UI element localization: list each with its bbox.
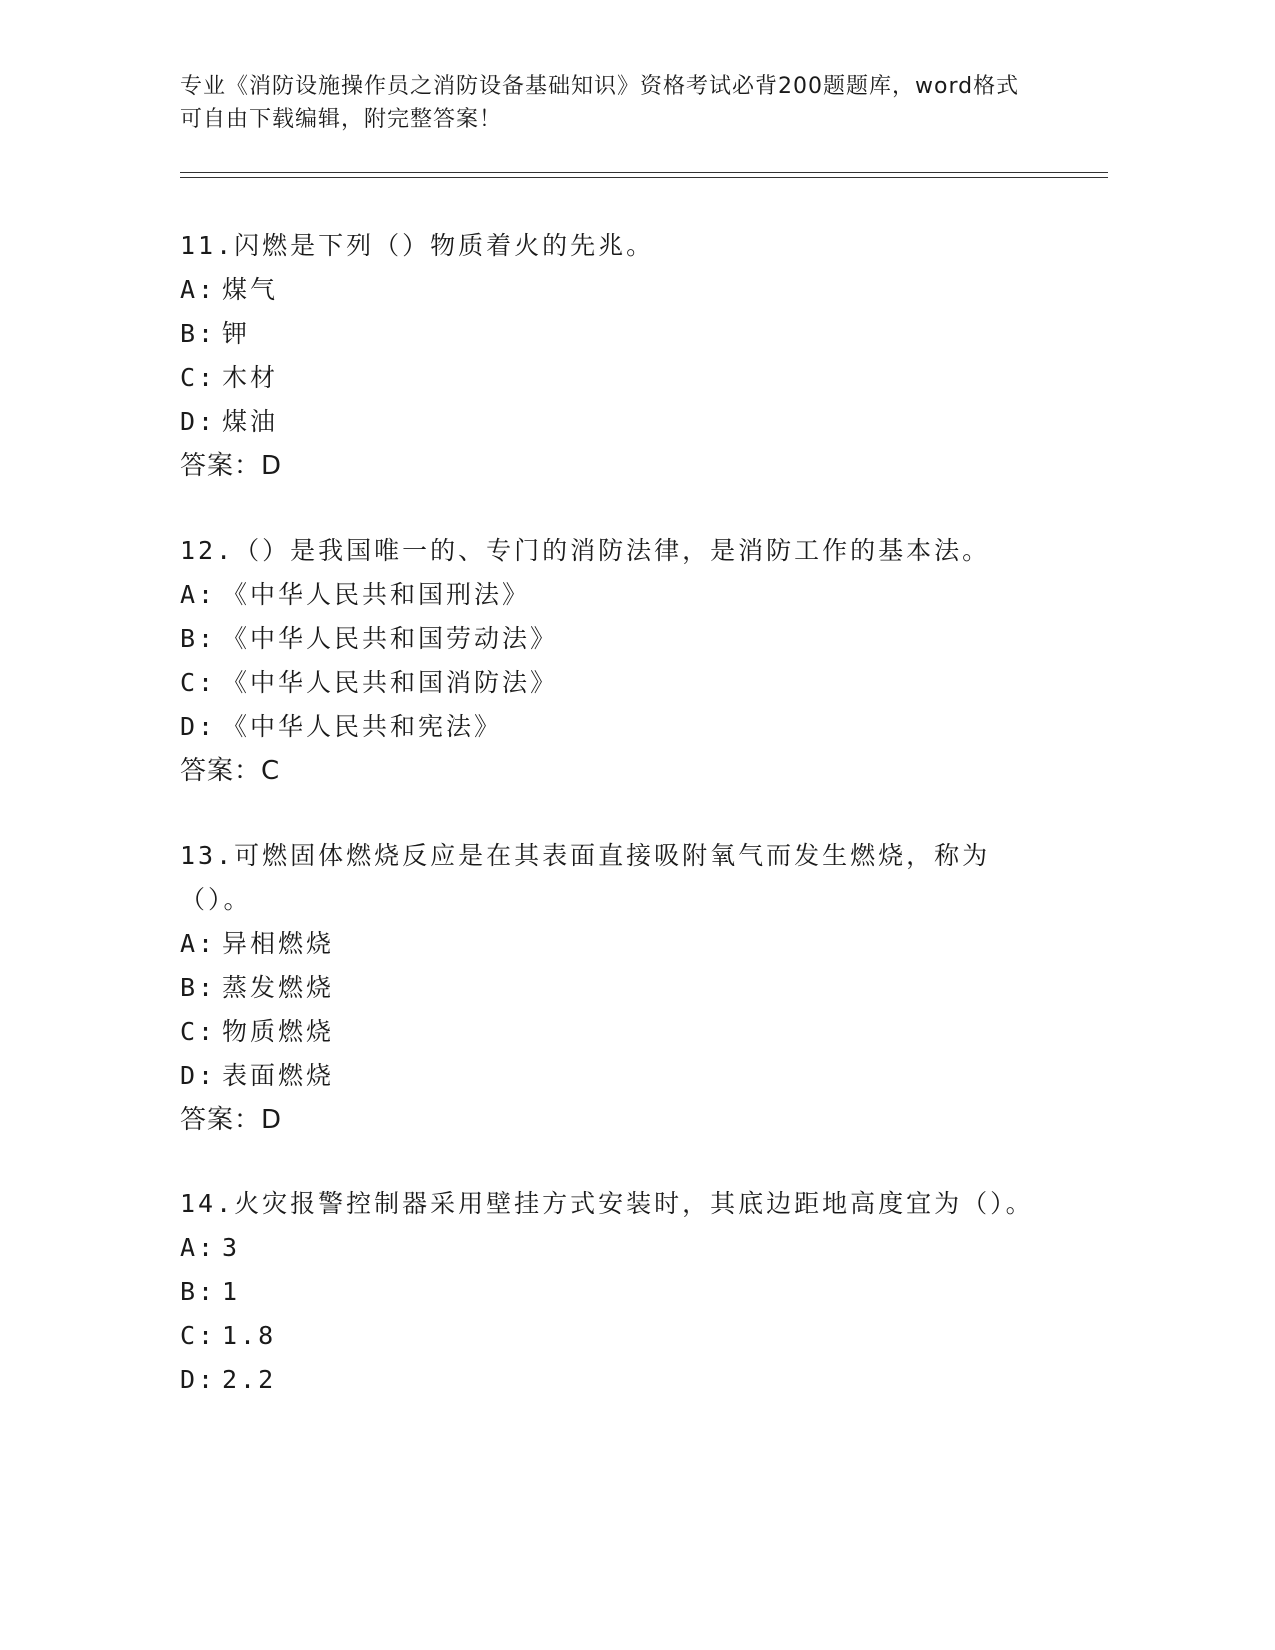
question-text: 11.闪燃是下列（）物质着火的先兆。: [180, 231, 655, 260]
option-letter: A:: [180, 929, 217, 958]
option-c: [180, 356, 1040, 400]
answer: 答案：D: [180, 451, 283, 481]
option-b: [180, 1270, 1040, 1314]
option-b: [180, 312, 1040, 356]
option-text: 物质燃烧: [222, 1017, 335, 1046]
header-divider-top: [180, 172, 1108, 173]
option-letter: D:: [180, 712, 217, 741]
option-text: 《中华人民共和国消防法》: [222, 668, 559, 697]
option-text: 1: [222, 1277, 241, 1306]
option-d: [180, 1054, 1040, 1098]
option-a: [180, 1226, 1040, 1270]
option-c: [180, 1010, 1040, 1054]
document-header: 专业《消防设施操作员之消防设备基础知识》资格考试必背200题题库，word格式可自由下载编辑，附完整答案！: [180, 74, 1020, 132]
question-13: [180, 834, 1040, 1142]
option-letter: C:: [180, 363, 217, 392]
question-12: [180, 529, 1040, 793]
option-d: [180, 1358, 1040, 1402]
option-a: [180, 268, 1040, 312]
option-letter: B:: [180, 1277, 217, 1306]
option-text: 《中华人民共和国劳动法》: [222, 624, 559, 653]
option-letter: D:: [180, 1061, 217, 1090]
option-letter: C:: [180, 668, 217, 697]
option-letter: B:: [180, 319, 217, 348]
option-text: 钾: [222, 319, 251, 348]
option-a: [180, 573, 1040, 617]
option-d: [180, 705, 1040, 749]
option-text: 3: [222, 1233, 241, 1262]
question-14: [180, 1182, 1040, 1402]
option-d: [180, 400, 1040, 444]
option-text: 异相燃烧: [222, 929, 335, 958]
option-c: [180, 661, 1040, 705]
answer: 答案：C: [180, 756, 281, 786]
option-letter: C:: [180, 1017, 217, 1046]
question-11: [180, 224, 1040, 488]
option-b: [180, 966, 1040, 1010]
option-c: [180, 1314, 1040, 1358]
question-text: 12.（）是我国唯一的、专门的消防法律，是消防工作的基本法。: [180, 536, 991, 565]
option-letter: D:: [180, 407, 217, 436]
option-b: [180, 617, 1040, 661]
option-letter: B:: [180, 624, 217, 653]
option-text: 木材: [222, 363, 279, 392]
header-divider-bottom: [180, 177, 1108, 178]
option-letter: A:: [180, 275, 217, 304]
option-text: 表面燃烧: [222, 1061, 335, 1090]
question-text: 14.火灾报警控制器采用壁挂方式安装时，其底边距地高度宜为（）。: [180, 1189, 1034, 1218]
option-letter: B:: [180, 973, 217, 1002]
option-text: 煤油: [222, 407, 279, 436]
option-letter: C:: [180, 1321, 217, 1350]
option-letter: A:: [180, 580, 217, 609]
option-letter: A:: [180, 1233, 217, 1262]
question-text: 13.可燃固体燃烧反应是在其表面直接吸附氧气而发生燃烧，称为（）。: [180, 841, 991, 914]
option-text: 2.2: [222, 1365, 277, 1394]
option-text: 蒸发燃烧: [222, 973, 335, 1002]
option-text: 煤气: [222, 275, 279, 304]
option-text: 《中华人民共和国刑法》: [222, 580, 531, 609]
option-text: 《中华人民共和宪法》: [222, 712, 503, 741]
answer: 答案：D: [180, 1105, 283, 1135]
option-letter: D:: [180, 1365, 217, 1394]
option-a: [180, 922, 1040, 966]
option-text: 1.8: [222, 1321, 277, 1350]
